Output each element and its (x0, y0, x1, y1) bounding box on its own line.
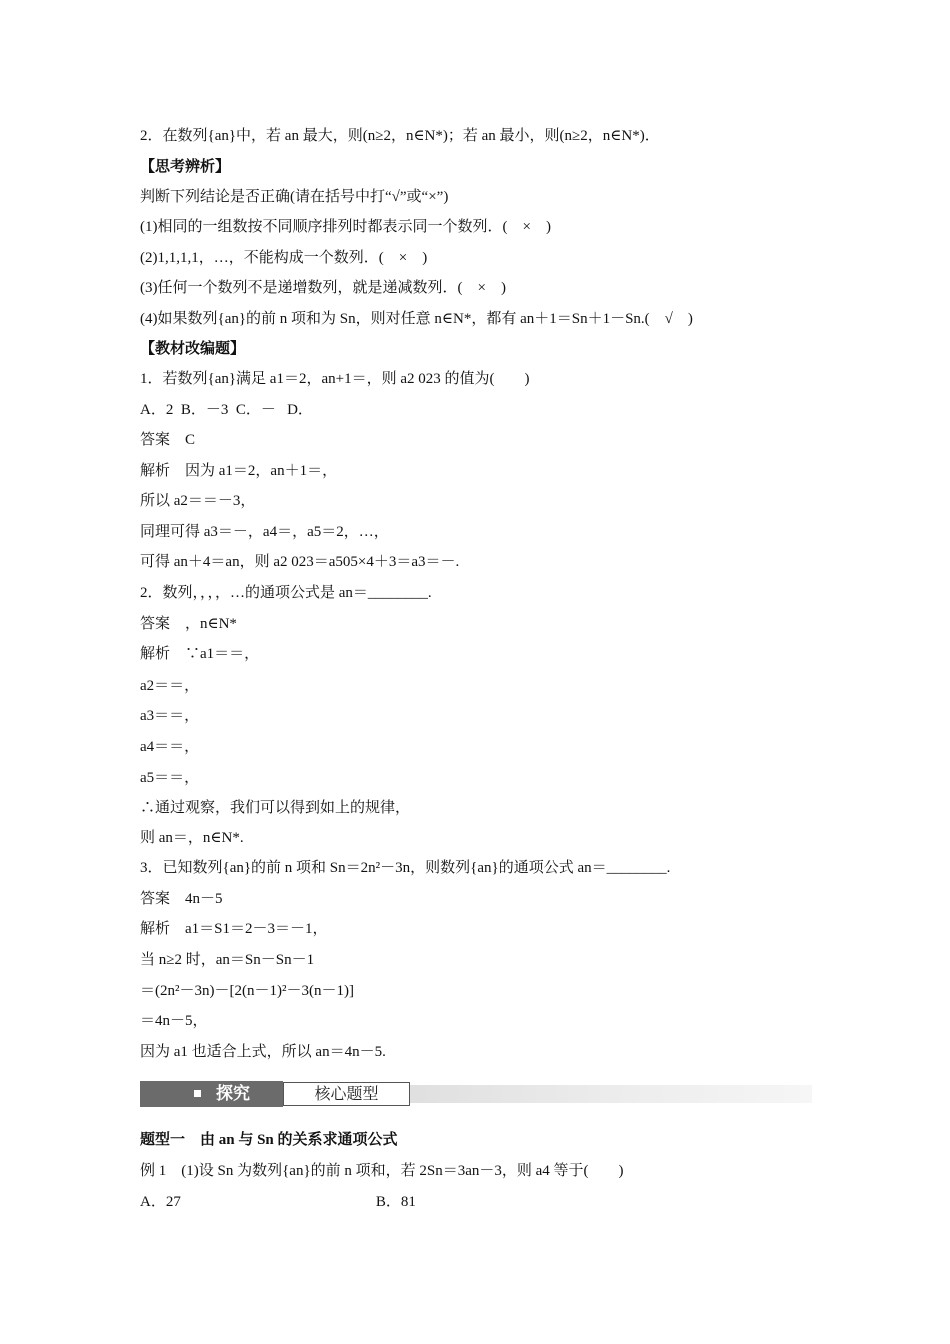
text-line: 当 n≥2 时，an＝Sn－Sn－1 (140, 952, 315, 968)
text-line: 例 1 (1)设 Sn 为数列{an}的前 n 项和，若 2Sn＝3an－3，则 a4 等于( ) (140, 1163, 624, 1179)
text-line: 解析 ∵a1＝＝， (140, 646, 260, 662)
text-line: 3．已知数列{an}的前 n 项和 Sn＝2n²－3n，则数列{an}的通项公式 an＝________. (140, 860, 671, 876)
text-line: 判断下列结论是否正确(请在括号中打“√”或“×”) (140, 189, 449, 205)
text-line: 解析 因为 a1＝2，an＋1＝， (140, 463, 338, 479)
text-line: 答案 4n－5 (140, 891, 223, 907)
section-banner (140, 1081, 812, 1107)
text-line: 解析 a1＝S1＝2－3＝－1， (140, 921, 328, 937)
section-heading: 题型一 由 an 与 Sn 的关系求通项公式 (140, 1132, 398, 1148)
text-line: (3)任何一个数列不是递增数列，就是递减数列．( × ) (140, 280, 506, 296)
text-line: 所以 a2＝＝－3， (140, 493, 256, 509)
banner-dark-block (140, 1081, 283, 1107)
text-line: 2．在数列{an}中，若 an 最大，则(n≥2，n∈N*)；若 an 最小，则(n≥2，n∈N*)． (140, 128, 660, 144)
text-line: 答案 ，n∈N* (140, 616, 237, 632)
text-line: 2．数列，，，，…的通项公式是 an＝________. (140, 585, 432, 601)
text-line: ＝4n－5， (140, 1013, 208, 1029)
text-line: A．27 B．81 (140, 1194, 416, 1210)
text-line: a3＝＝， (140, 708, 200, 724)
banner-left-label: 探究 (216, 1084, 250, 1104)
text-line: A．2 B．－3 C．－ D． (140, 402, 313, 418)
text-line: a4＝＝， (140, 739, 200, 755)
text-line: a2＝＝， (140, 678, 200, 694)
section-heading: 【教材改编题】 (140, 341, 246, 357)
text-line: 则 an＝，n∈N*. (140, 830, 244, 846)
text-line: (2)1,1,1,1，…，不能构成一个数列．( × ) (140, 250, 428, 266)
text-line: ∴通过观察，我们可以得到如上的规律， (140, 800, 411, 816)
text-line: ＝(2n²－3n)－[2(n－1)²－3(n－1)] (140, 983, 354, 999)
text-line: (1)相同的一组数按不同顺序排列时都表示同一个数列．( × ) (140, 219, 551, 235)
text-line: (4)如果数列{an}的前 n 项和为 Sn，则对任意 n∈N*，都有 an＋1＝Sn＋1－Sn.( √ ) (140, 311, 693, 327)
text-line: 可得 an＋4＝an，则 a2 023＝a505×4＋3＝a3＝－. (140, 554, 460, 570)
text-line: a5＝＝， (140, 770, 200, 786)
text-line: 因为 a1 也适合上式，所以 an＝4n－5. (140, 1044, 386, 1060)
section-heading: 【思考辨析】 (140, 159, 231, 175)
square-bullet-icon (194, 1090, 201, 1097)
banner-right-label: 核心题型 (314, 1084, 379, 1103)
text-line: 答案 C (140, 432, 196, 448)
text-line: 1．若数列{an}满足 a1＝2，an+1＝，则 a2 023 的值为( ) (140, 371, 530, 387)
text-line: 同理可得 a3＝－，a4＝，a5＝2，…， (140, 524, 389, 540)
banner-light-block (283, 1082, 410, 1106)
